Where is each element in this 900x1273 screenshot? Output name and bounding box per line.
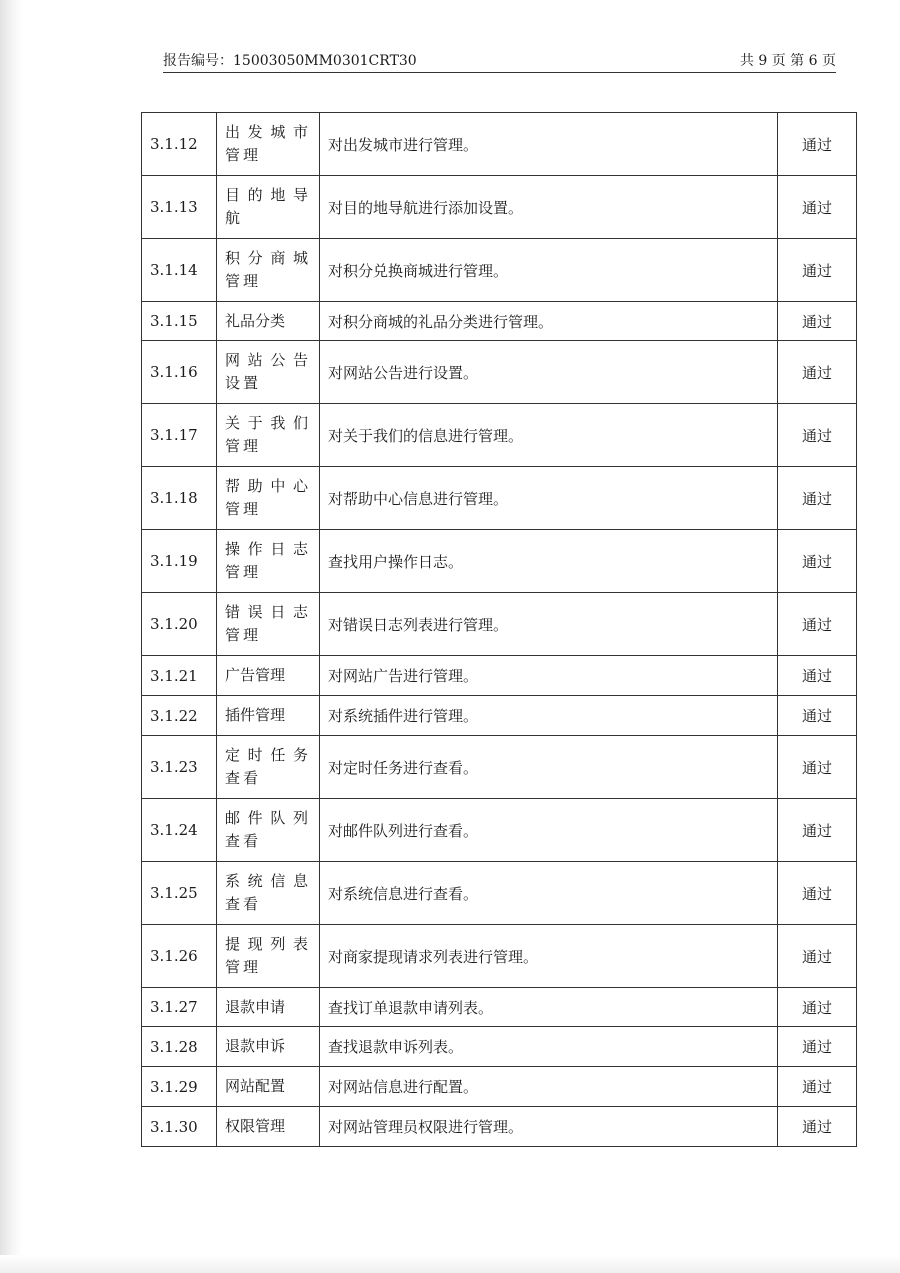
table-row [142,176,857,239]
item-name: 出发城市管理 [225,123,311,164]
item-name: 积分商城管理 [225,249,311,290]
item-id-cell: 3.1.28 [142,1027,217,1067]
item-description-cell: 对积分商城的礼品分类进行管理。 [320,302,778,341]
item-name: 权限管理 [225,1117,286,1135]
item-name: 帮助中心管理 [225,477,311,518]
item-description-cell: 对网站信息进行配置。 [320,1067,778,1107]
table-row [142,988,857,1027]
table-row [142,467,857,530]
item-description-cell: 查找用户操作日志。 [320,530,778,593]
item-name-cell [217,799,320,862]
item-name: 退款申请 [225,997,286,1016]
item-name: 操作日志管理 [225,540,311,581]
item-name: 系统信息查看 [225,872,311,913]
item-result-cell: 通过 [778,736,857,799]
item-id-cell: 3.1.22 [142,696,217,736]
item-description-cell: 对错误日志列表进行管理。 [320,593,778,656]
item-name: 网站配置 [225,1077,286,1095]
table-row [142,404,857,467]
item-name: 网站公告设置 [225,351,311,392]
item-result-cell: 通过 [778,862,857,925]
item-name-cell [217,1107,320,1147]
item-description-cell: 对定时任务进行查看。 [320,736,778,799]
item-description-cell: 对系统插件进行管理。 [320,696,778,736]
item-name-cell [217,341,320,404]
item-description-cell: 对帮助中心信息进行管理。 [320,467,778,530]
item-id-cell: 3.1.12 [142,113,217,176]
item-description-cell: 查找订单退款申请列表。 [320,988,778,1027]
table-row [142,1107,857,1147]
item-description-cell: 对积分兑换商城进行管理。 [320,239,778,302]
item-name: 提现列表管理 [225,935,311,976]
table-row [142,1067,857,1107]
report-number: 报告编号：15003050MM0301CRT30 [163,53,417,69]
item-name: 定时任务查看 [225,746,311,787]
item-id-cell: 3.1.20 [142,593,217,656]
item-result-cell: 通过 [778,530,857,593]
item-id-cell: 3.1.25 [142,862,217,925]
item-description-cell: 对商家提现请求列表进行管理。 [320,925,778,988]
item-name-cell [217,302,320,341]
item-name: 邮件队列查看 [225,809,311,850]
test-result-table [141,112,857,1147]
table-row [142,925,857,988]
table-row [142,239,857,302]
table-row [142,302,857,341]
item-result-cell: 通过 [778,1107,857,1147]
item-id-cell: 3.1.30 [142,1107,217,1147]
item-id-cell: 3.1.16 [142,341,217,404]
table-row [142,696,857,736]
item-result-cell: 通过 [778,1067,857,1107]
item-id-cell: 3.1.19 [142,530,217,593]
page-number: 共 9 页 第 6 页 [739,53,836,69]
item-description-cell: 查找退款申诉列表。 [320,1027,778,1067]
item-id-cell: 3.1.17 [142,404,217,467]
item-id-cell: 3.1.27 [142,988,217,1027]
item-result-cell: 通过 [778,1027,857,1067]
item-id-cell: 3.1.23 [142,736,217,799]
item-result-cell: 通过 [778,988,857,1027]
item-name: 关于我们管理 [225,414,311,455]
item-name: 错误日志管理 [225,603,311,644]
item-description-cell: 对目的地导航进行添加设置。 [320,176,778,239]
item-name-cell [217,656,320,696]
table-row [142,656,857,696]
item-description-cell: 对网站公告进行设置。 [320,341,778,404]
item-description-cell: 对网站管理员权限进行管理。 [320,1107,778,1147]
item-result-cell: 通过 [778,593,857,656]
table-row [142,341,857,404]
table-row [142,862,857,925]
item-result-cell: 通过 [778,176,857,239]
item-id-cell: 3.1.29 [142,1067,217,1107]
item-name-cell [217,988,320,1027]
scan-shadow-left [0,0,22,1273]
item-name-cell [217,404,320,467]
item-result-cell: 通过 [778,925,857,988]
item-result-cell: 通过 [778,656,857,696]
item-name-cell [217,925,320,988]
item-name-cell [217,696,320,736]
item-result-cell: 通过 [778,404,857,467]
item-description-cell: 对出发城市进行管理。 [320,113,778,176]
item-name: 广告管理 [225,666,286,684]
item-name-cell [217,736,320,799]
item-result-cell: 通过 [778,302,857,341]
item-result-cell: 通过 [778,467,857,530]
item-description-cell: 对邮件队列进行查看。 [320,799,778,862]
item-result-cell: 通过 [778,341,857,404]
item-result-cell: 通过 [778,696,857,736]
item-name-cell [217,467,320,530]
item-id-cell: 3.1.21 [142,656,217,696]
table-row [142,1027,857,1067]
item-description-cell: 对网站广告进行管理。 [320,656,778,696]
table-row [142,530,857,593]
item-name-cell [217,1027,320,1067]
item-description-cell: 对系统信息进行查看。 [320,862,778,925]
item-id-cell: 3.1.14 [142,239,217,302]
item-name-cell [217,176,320,239]
item-id-cell: 3.1.24 [142,799,217,862]
item-description-cell: 对关于我们的信息进行管理。 [320,404,778,467]
item-name-cell [217,1067,320,1107]
item-name-cell [217,593,320,656]
item-name-cell [217,113,320,176]
table-row [142,799,857,862]
table-row [142,736,857,799]
item-name: 目的地导航 [225,186,311,227]
item-name: 礼品分类 [225,311,286,330]
item-id-cell: 3.1.15 [142,302,217,341]
item-name-cell [217,862,320,925]
item-result-cell: 通过 [778,799,857,862]
table-row [142,593,857,656]
item-result-cell: 通过 [778,239,857,302]
table-row [142,113,857,176]
item-name: 退款申诉 [225,1037,286,1055]
item-id-cell: 3.1.26 [142,925,217,988]
item-name-cell [217,239,320,302]
page-header [163,50,836,73]
item-id-cell: 3.1.13 [142,176,217,239]
item-name-cell [217,530,320,593]
item-result-cell: 通过 [778,113,857,176]
item-id-cell: 3.1.18 [142,467,217,530]
item-name: 插件管理 [225,706,286,724]
scan-shadow-bottom [0,1255,900,1273]
